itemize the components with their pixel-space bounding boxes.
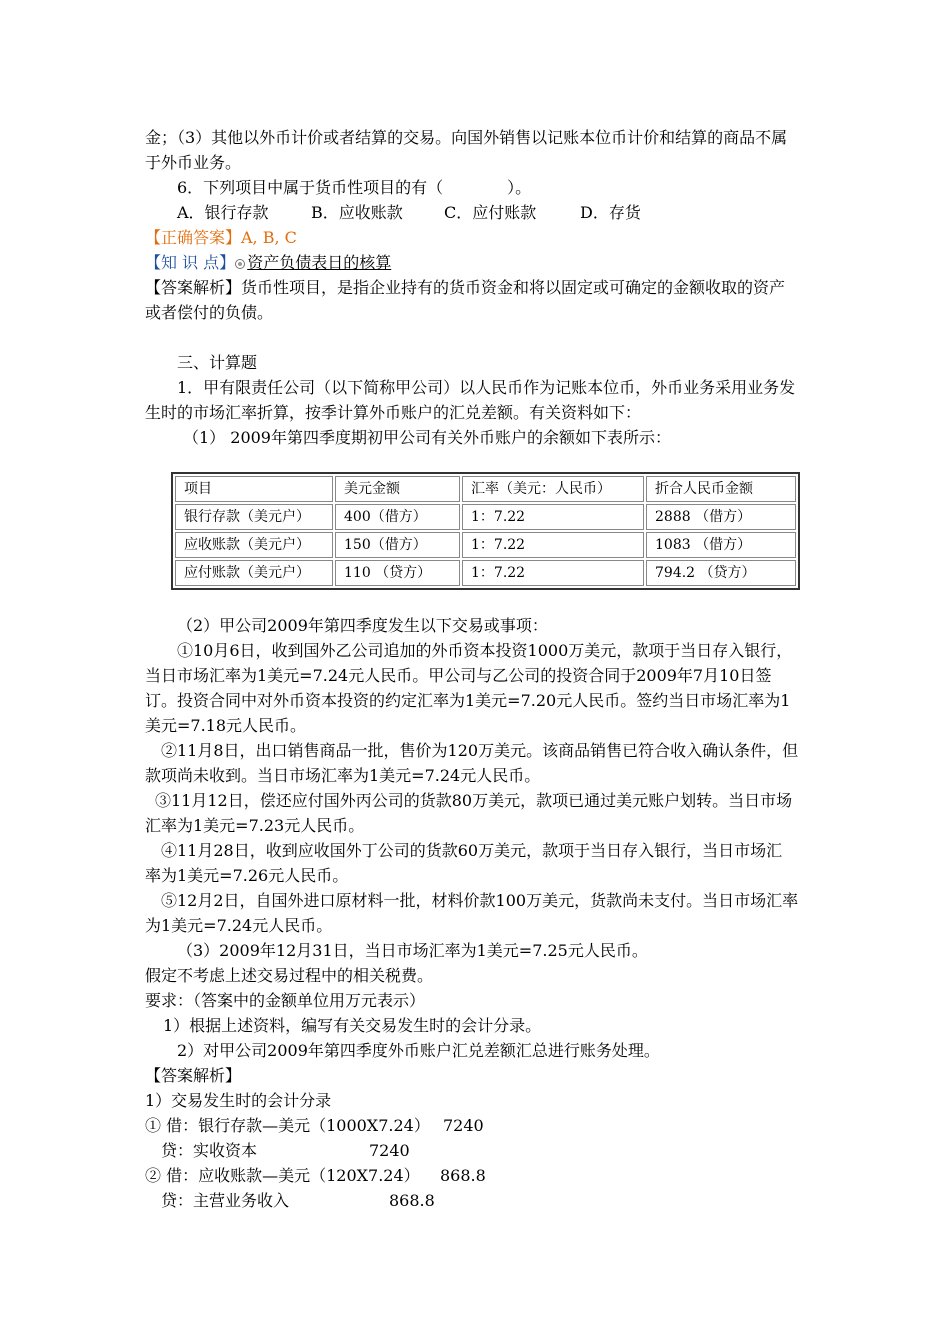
text-line: （1） 2009年第四季度期初甲公司有关外币账户的余额如下表所示： <box>183 428 671 447</box>
answer-header: 【答案解析】 <box>145 1066 242 1085</box>
bullet-icon <box>235 259 245 269</box>
journal-debit: ② 借：应收账款—美元（120X7.24） <box>145 1166 420 1185</box>
balance-table <box>171 472 800 590</box>
journal-amount: 868.8 <box>389 1191 435 1210</box>
correct-answer: 【正确答案】A, B, C <box>145 228 297 247</box>
knowledge-point-link[interactable]: 资产负债表日的核算 <box>247 253 392 272</box>
text-line: 1）根据上述资料，编写有关交易发生时的会计分录。 <box>163 1016 542 1035</box>
table-cell: 1083 （借方） <box>646 532 796 558</box>
text-line: 为1美元=7.24元人民币。 <box>145 916 333 935</box>
table-cell: 1：7.22 <box>462 560 644 586</box>
text-line: 2）对甲公司2009年第四季度外币账户汇兑差额汇总进行账务处理。 <box>177 1041 660 1060</box>
knowledge-point-label: 【知 识 点】 <box>145 253 236 272</box>
text-line: 1．甲有限责任公司（以下简称甲公司）以人民币作为记账本位币，外币业务采用业务发 <box>177 378 796 397</box>
text-line: 当日市场汇率为1美元=7.24元人民币。甲公司与乙公司的投资合同于2009年7月10日签 <box>145 666 772 685</box>
text-line: 于外币业务。 <box>145 153 242 172</box>
option-d: D．存货 <box>580 203 641 222</box>
table-row <box>175 560 796 586</box>
table-row <box>175 532 796 558</box>
journal-amount: 868.8 <box>440 1166 486 1185</box>
table-cell: 400（借方） <box>335 504 460 530</box>
text-line: 汇率为1美元=7.23元人民币。 <box>145 816 365 835</box>
section-title: 三、计算题 <box>177 353 258 372</box>
journal-credit: 贷：主营业务收入 <box>161 1191 290 1210</box>
table-cell: 应付账款（美元户） <box>175 560 333 586</box>
option-b: B．应收账款 <box>311 203 403 222</box>
text-line: （3）2009年12月31日，当日市场汇率为1美元=7.25元人民币。 <box>177 941 648 960</box>
option-c: C．应付账款 <box>444 203 537 222</box>
table-header-cell: 汇率（美元：人民币） <box>462 476 644 502</box>
text-line: 假定不考虑上述交易过程中的相关税费。 <box>145 966 434 985</box>
journal-amount: 7240 <box>443 1116 484 1135</box>
table-header-cell: 折合人民币金额 <box>646 476 796 502</box>
explanation-line: 【答案解析】货币性项目，是指企业持有的货币资金和将以固定或可确定的金额收取的资产 <box>145 278 786 297</box>
journal-debit: ① 借：银行存款—美元（1000X7.24） <box>145 1116 430 1135</box>
table-cell: 794.2 （贷方） <box>646 560 796 586</box>
table-cell: 110 （贷方） <box>335 560 460 586</box>
table-cell: 银行存款（美元户） <box>175 504 333 530</box>
table-cell: 1：7.22 <box>462 532 644 558</box>
text-line: ①10月6日，收到国外乙公司追加的外币资本投资1000万美元，款项于当日存入银行， <box>177 641 793 660</box>
text-line: （2）甲公司2009年第四季度发生以下交易或事项： <box>177 616 548 635</box>
text-line: ③11月12日，偿还应付国外丙公司的货款80万美元，款项已通过美元账户划转。当日市场 <box>155 791 793 810</box>
table-cell: 150（借方） <box>335 532 460 558</box>
question-6: 6．下列项目中属于货币性项目的有（ ）。 <box>177 178 532 197</box>
text-line: ④11月28日，收到应收国外丁公司的货款60万美元，款项于当日存入银行，当日市场汇 <box>161 841 783 860</box>
explanation-line: 或者偿付的负债。 <box>145 303 274 322</box>
text-line: 要求：（答案中的金额单位用万元表示） <box>145 991 426 1010</box>
text-line: 订。投资合同中对外币资本投资的约定汇率为1美元=7.20元人民币。签约当日市场汇率为1 <box>145 691 791 710</box>
text-line: 金；（3）其他以外币计价或者结算的交易。向国外销售以记账本位币计价和结算的商品不属 <box>145 128 788 147</box>
table-header-cell: 项目 <box>175 476 333 502</box>
option-a: A．银行存款 <box>177 203 269 222</box>
table-header-cell: 美元金额 <box>335 476 460 502</box>
text-line: 生时的市场汇率折算，按季计算外币账户的汇兑差额。有关资料如下： <box>145 403 642 422</box>
text-line: 1）交易发生时的会计分录 <box>145 1091 332 1110</box>
table-header-row <box>175 476 796 502</box>
text-line: 率为1美元=7.26元人民币。 <box>145 866 349 885</box>
text-line: 美元=7.18元人民币。 <box>145 716 307 735</box>
text-line: 款项尚未收到。当日市场汇率为1美元=7.24元人民币。 <box>145 766 541 785</box>
journal-amount: 7240 <box>369 1141 410 1160</box>
table-cell: 应收账款（美元户） <box>175 532 333 558</box>
text-line: ②11月8日，出口销售商品一批，售价为120万美元。该商品销售已符合收入确认条件，但 <box>161 741 799 760</box>
table-cell: 2888 （借方） <box>646 504 796 530</box>
knowledge-point <box>145 253 391 273</box>
table-cell: 1：7.22 <box>462 504 644 530</box>
text-line: ⑤12月2日，自国外进口原材料一批，材料价款100万美元，货款尚未支付。当日市场汇率 <box>161 891 799 910</box>
table-row <box>175 504 796 530</box>
journal-credit: 贷：实收资本 <box>161 1141 258 1160</box>
